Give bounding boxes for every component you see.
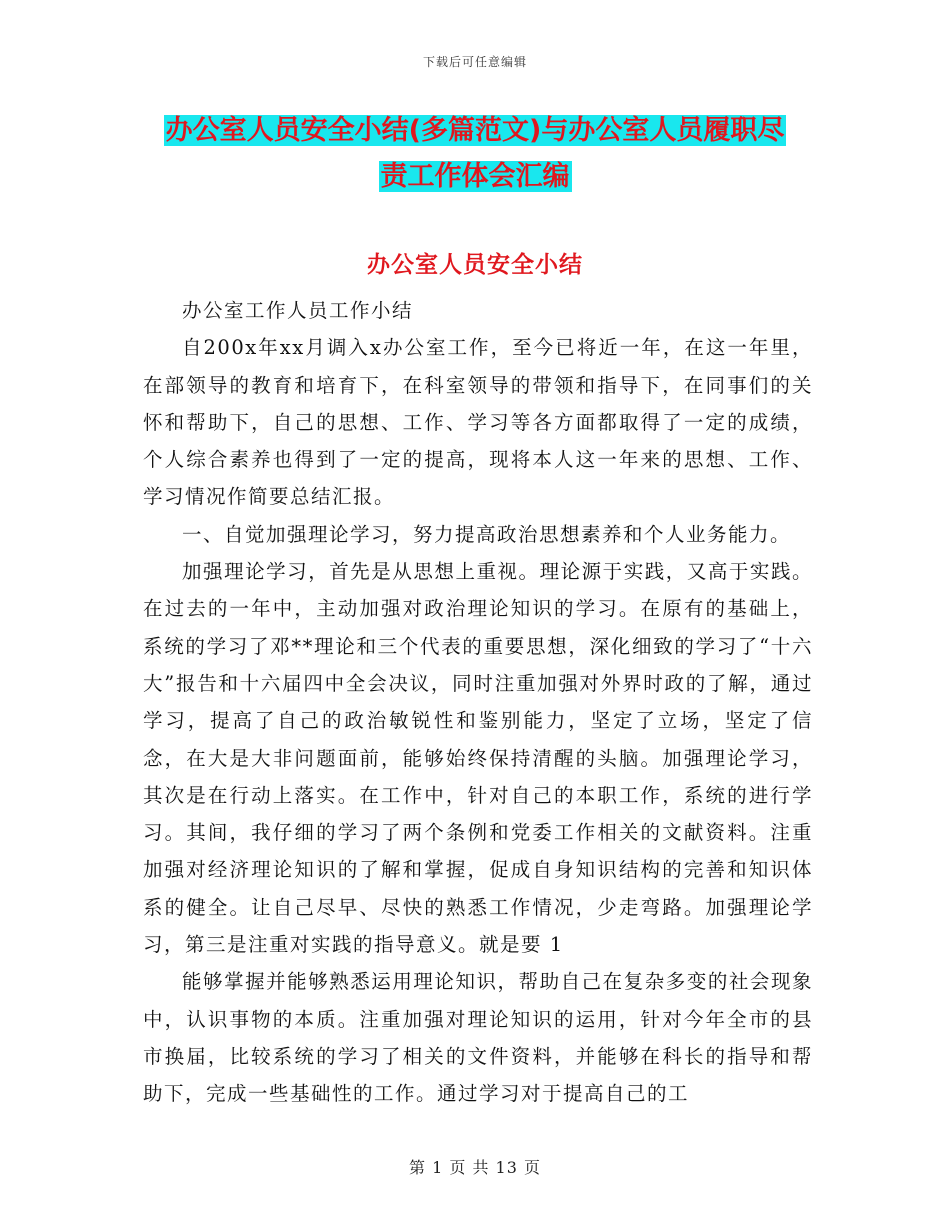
document-title-line-2: 责工作体会汇编 [380,161,570,192]
paragraph: 能够掌握并能够熟悉运用理论知识，帮助自己在复杂多变的社会现象中，认识事物的本质。注重加强对理论知识的运用，针对今年全市的县市换届，比较系统的学习了相关的文件资料，并能够在科长的指导和帮助下，完成一些基础性的工作。通过学习对于提高自己的工 [143,970,813,1106]
document-title-line-1: 办公室人员安全小结(多篇范文)与办公室人员履职尽 [165,115,785,146]
paragraph: 办公室工作人员工作小结 [182,299,414,322]
paragraph: 自200x年xx月调入x办公室工作，至今已将近一年，在这一年里，在部领导的教育和培育下，在科室领导的带领和指导下，在同事们的关怀和帮助下，自己的思想、工作、学习等各方面都取得了一定的成绩，个人综合素养也得到了一定的提高，现将本人这一年来的思想、工作、学习情况作简要总结汇报。 [143,336,813,509]
paragraph: 一、自觉加强理论学习，努力提高政治思想素养和个人业务能力。 [182,522,792,546]
page-header-note: 下载后可任意编辑 [422,55,527,69]
section-title: 办公室人员安全小结 [367,252,583,278]
paragraph: 加强理论学习，首先是从思想上重视。理论源于实践，又高于实践。在过去的一年中，主动加强对政治理论知识的学习。在原有的基础上，系统的学习了邓**理论和三个代表的重要思想，深化细致的学习了“十六大”报告和十六届四中全会决议，同时注重加强对外界时政的了解，通过学习，提高了自己的政治敏锐性和鉴别能力，坚定了立场，坚定了信念，在大是大非问题面前，能够始终保持清醒的头脑。加强理论学习，其次是在行动上落实。在工作中，针对自己的本职工作，系统的进行学习。其间，我仔细的学习了两个条例和党委工作相关的文献资料。注重加强对经济理论知识的了解和掌握，促成自身知识结构的完善和知识体系的健全。让自己尽早、尽快的熟悉工作情况，少走弯路。加强理论学习，第三是注重对实践的指导意义。就是要 1 [143,560,813,957]
page-footer: 第 1 页 共 13 页 [409,1158,541,1177]
body-text [143,292,813,1113]
document-title [0,108,950,200]
